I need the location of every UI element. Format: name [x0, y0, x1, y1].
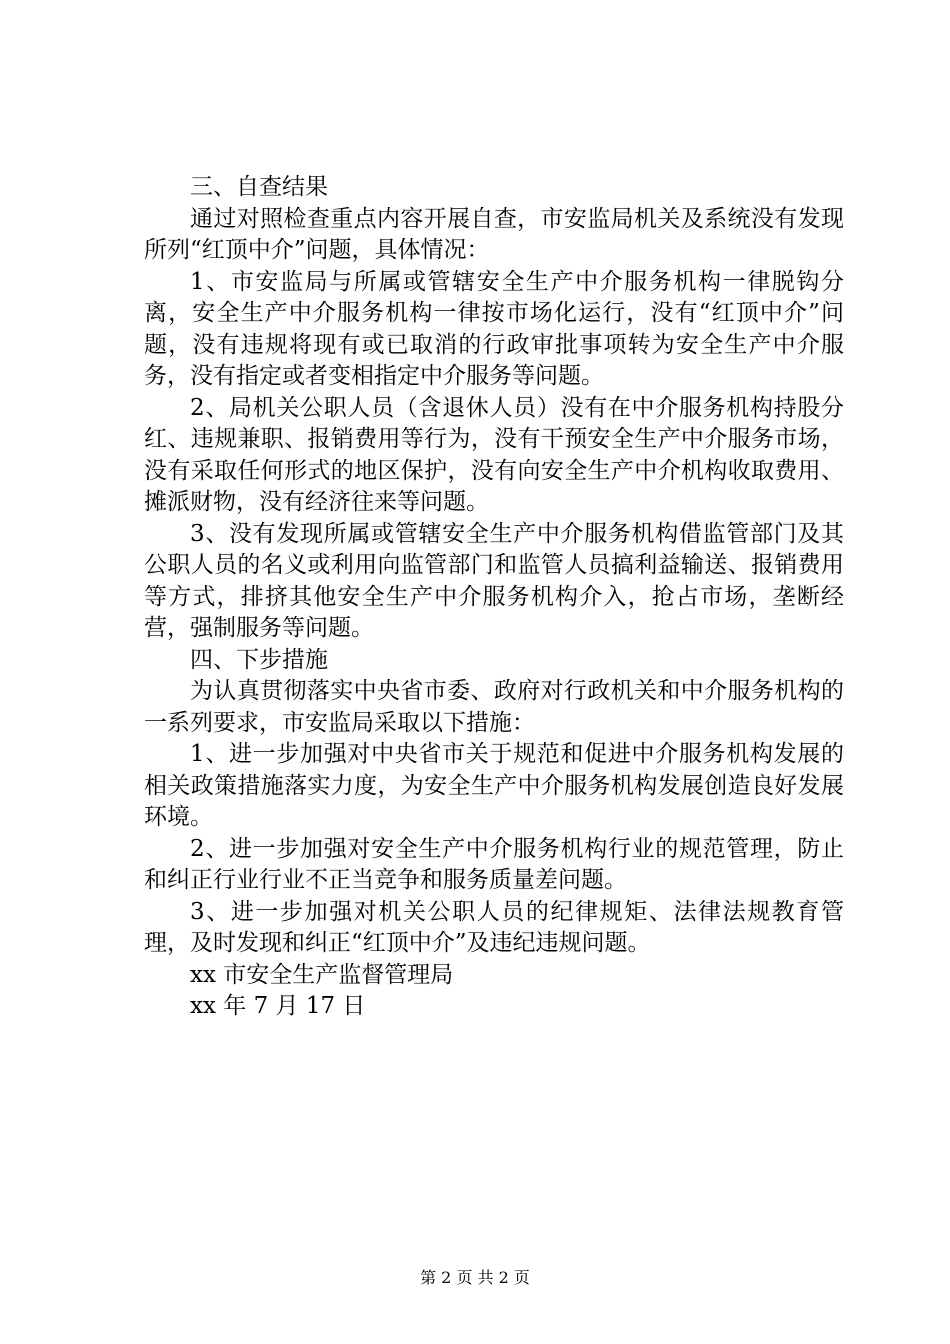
paragraph: 3、没有发现所属或管辖安全生产中介服务机构借监管部门及其公职人员的名义或利用向监管部门和监管人员搞利益输送、报销费用等方式，排挤其他安全生产中介服务机构介入，抢占市场，垄断经营，强制服务等问题。: [144, 520, 844, 641]
paragraph: 通过对照检查重点内容开展自查，市安监局机关及系统没有发现所列“红顶中介”问题，具体情况：: [144, 205, 844, 263]
section-heading-next-steps: 四、下步措施: [190, 646, 328, 673]
signature-org: xx 市安全生产监督管理局: [190, 961, 454, 988]
document-body: [144, 172, 844, 1023]
signature-date: xx 年 7 月 17 日: [190, 993, 366, 1019]
paragraph: 1、市安监局与所属或管辖安全生产中介服务机构一律脱钩分离，安全生产中介服务机构一律按市场化运行，没有“红顶中介”问题，没有违规将现有或已取消的行政审批事项转为安全生产中介服务，没有指定或者变相指定中介服务等问题。: [144, 268, 844, 389]
paragraph: 3、进一步加强对机关公职人员的纪律规矩、法律法规教育管理，及时发现和纠正“红顶中介”及违纪违规问题。: [144, 898, 844, 956]
paragraph: 2、进一步加强对安全生产中介服务机构行业的规范管理，防止和纠正行业行业不正当竞争和服务质量差问题。: [144, 835, 844, 893]
paragraph: 2、局机关公职人员（含退休人员）没有在中介服务机构持股分红、违规兼职、报销费用等行为，没有干预安全生产中介服务市场，没有采取任何形式的地区保护，没有向安全生产中介机构收取费用、摊派财物，没有经济往来等问题。: [144, 394, 844, 515]
section-heading-self-check: 三、自查结果: [190, 174, 328, 200]
page-footer: 第 2 页 共 2 页: [420, 1268, 530, 1287]
paragraph: 为认真贯彻落实中央省市委、政府对行政机关和中介服务机构的一系列要求，市安监局采取以下措施：: [144, 678, 844, 736]
paragraph: 1、进一步加强对中央省市关于规范和促进中介服务机构发展的相关政策措施落实力度，为安全生产中介服务机构发展创造良好发展环境。: [144, 741, 844, 830]
